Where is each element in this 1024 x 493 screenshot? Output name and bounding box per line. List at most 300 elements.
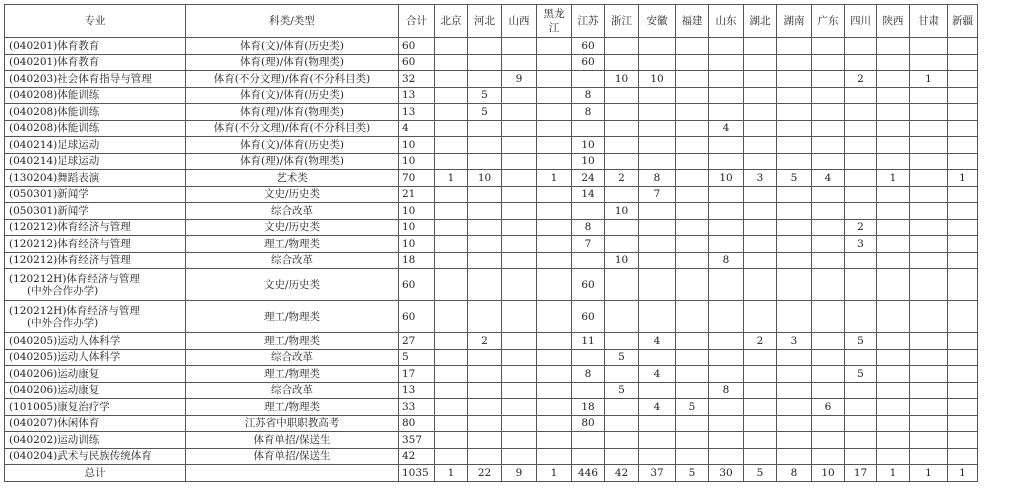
total-cell: 10 (399, 219, 435, 236)
province-count-cell (468, 54, 502, 71)
table-row (5, 269, 978, 301)
header-province: 北京 (435, 5, 468, 38)
province-count-cell (502, 349, 537, 366)
province-count-cell (537, 333, 572, 350)
total-cell: 60 (399, 269, 435, 301)
province-count-cell (605, 448, 639, 465)
province-count-cell (777, 153, 812, 170)
province-count-cell (435, 38, 468, 55)
table-row (5, 137, 978, 154)
province-count-cell (435, 366, 468, 383)
header-province: 湖北 (744, 5, 777, 38)
province-count-cell (948, 186, 978, 203)
province-total-cell: 1 (877, 465, 910, 482)
province-count-cell (948, 349, 978, 366)
province-count-cell (744, 432, 777, 449)
province-total-cell: 10 (812, 465, 845, 482)
category-cell: 理工/物理类 (186, 399, 399, 416)
province-count-cell (845, 137, 877, 154)
province-count-cell (468, 252, 502, 269)
province-count-cell (812, 236, 845, 253)
table-row (5, 448, 978, 465)
province-count-cell (676, 71, 709, 88)
header-province: 山东 (709, 5, 744, 38)
province-count-cell (605, 236, 639, 253)
province-count-cell (537, 71, 572, 88)
province-count-cell (537, 432, 572, 449)
province-count-cell (605, 366, 639, 383)
province-count-cell (877, 38, 910, 55)
province-count-cell (676, 153, 709, 170)
province-count-cell (948, 301, 978, 333)
province-count-cell (537, 301, 572, 333)
province-count-cell (812, 186, 845, 203)
province-count-cell (877, 54, 910, 71)
province-count-cell: 8 (709, 382, 744, 399)
province-count-cell (777, 399, 812, 416)
major-cell: (040203)社会体育指导与管理 (5, 71, 186, 88)
category-cell: 体育单招/保送生 (186, 432, 399, 449)
province-count-cell (877, 120, 910, 137)
province-count-cell (676, 448, 709, 465)
province-count-cell (435, 54, 468, 71)
header-province: 江苏 (572, 5, 605, 38)
category-cell: 江苏省中职职教高考 (186, 415, 399, 432)
province-count-cell (948, 71, 978, 88)
province-count-cell (435, 153, 468, 170)
table-row (5, 382, 978, 399)
province-count-cell (468, 236, 502, 253)
province-count-cell: 8 (639, 170, 676, 187)
province-count-cell (572, 448, 605, 465)
province-count-cell (435, 301, 468, 333)
province-count-cell (468, 382, 502, 399)
province-count-cell (948, 203, 978, 220)
table-body (5, 38, 978, 482)
total-cell: 60 (399, 38, 435, 55)
total-cell: 13 (399, 382, 435, 399)
province-count-cell (910, 153, 948, 170)
province-count-cell (676, 349, 709, 366)
province-count-cell (468, 349, 502, 366)
province-count-cell: 2 (605, 170, 639, 187)
province-count-cell (910, 120, 948, 137)
province-count-cell (435, 236, 468, 253)
province-count-cell (948, 104, 978, 121)
table-row (5, 366, 978, 383)
enrollment-plan-table (4, 4, 978, 482)
province-total-cell: 5 (744, 465, 777, 482)
province-count-cell (948, 448, 978, 465)
province-count-cell (639, 269, 676, 301)
category-cell: 综合改革 (186, 382, 399, 399)
province-count-cell (709, 349, 744, 366)
province-count-cell (910, 301, 948, 333)
province-count-cell (709, 399, 744, 416)
province-count-cell (709, 219, 744, 236)
province-count-cell (744, 349, 777, 366)
province-count-cell (812, 252, 845, 269)
province-count-cell (605, 120, 639, 137)
province-count-cell (537, 104, 572, 121)
category-cell: 综合改革 (186, 203, 399, 220)
province-count-cell: 5 (468, 87, 502, 104)
province-count-cell: 18 (572, 399, 605, 416)
grand-total-row (5, 465, 978, 482)
province-count-cell (910, 104, 948, 121)
province-count-cell (777, 269, 812, 301)
category-cell: 体育(文)/体育(历史类) (186, 137, 399, 154)
province-count-cell (744, 219, 777, 236)
province-count-cell (502, 54, 537, 71)
province-count-cell (639, 219, 676, 236)
total-cell: 10 (399, 203, 435, 220)
total-cell: 13 (399, 87, 435, 104)
province-count-cell (676, 38, 709, 55)
province-count-cell (910, 269, 948, 301)
province-count-cell (845, 170, 877, 187)
province-count-cell (676, 186, 709, 203)
total-cell: 33 (399, 399, 435, 416)
major-cell: (040208)体能训练 (5, 104, 186, 121)
province-count-cell (709, 366, 744, 383)
province-count-cell (676, 203, 709, 220)
table-row (5, 170, 978, 187)
province-count-cell (676, 170, 709, 187)
province-count-cell (676, 236, 709, 253)
province-count-cell (537, 54, 572, 71)
province-count-cell (910, 432, 948, 449)
category-cell: 艺术类 (186, 170, 399, 187)
province-count-cell (605, 399, 639, 416)
header-total: 合计 (399, 5, 435, 38)
province-count-cell (435, 252, 468, 269)
province-count-cell (812, 219, 845, 236)
province-count-cell (744, 366, 777, 383)
category-cell: 体育(理)/体育(物理类) (186, 153, 399, 170)
province-count-cell (605, 38, 639, 55)
table-row (5, 38, 978, 55)
province-count-cell (537, 38, 572, 55)
province-count-cell (709, 153, 744, 170)
province-count-cell (812, 301, 845, 333)
province-count-cell (502, 170, 537, 187)
province-count-cell (435, 415, 468, 432)
province-count-cell: 1 (435, 170, 468, 187)
province-count-cell: 3 (744, 170, 777, 187)
total-cell: 42 (399, 448, 435, 465)
province-count-cell (468, 203, 502, 220)
province-count-cell (676, 252, 709, 269)
province-count-cell: 5 (845, 366, 877, 383)
province-count-cell (948, 54, 978, 71)
major-cell: (040208)体能训练 (5, 87, 186, 104)
province-count-cell (502, 333, 537, 350)
province-count-cell (948, 219, 978, 236)
major-cell: (050301)新闻学 (5, 203, 186, 220)
province-count-cell (639, 104, 676, 121)
province-total-cell: 22 (468, 465, 502, 482)
province-count-cell (845, 432, 877, 449)
table-row (5, 87, 978, 104)
province-count-cell (877, 349, 910, 366)
province-count-cell: 7 (572, 236, 605, 253)
table-row (5, 301, 978, 333)
province-count-cell (537, 415, 572, 432)
province-count-cell: 4 (639, 399, 676, 416)
province-count-cell (910, 38, 948, 55)
major-name: (120212H)体育经济与管理 (9, 272, 140, 285)
province-count-cell (468, 186, 502, 203)
table-row (5, 415, 978, 432)
province-count-cell (435, 104, 468, 121)
province-count-cell (537, 219, 572, 236)
province-count-cell (435, 432, 468, 449)
major-cell: (040205)运动人体科学 (5, 349, 186, 366)
province-count-cell (537, 186, 572, 203)
province-count-cell (877, 203, 910, 220)
province-count-cell (877, 104, 910, 121)
province-count-cell (877, 382, 910, 399)
province-count-cell (910, 382, 948, 399)
province-count-cell: 5 (845, 333, 877, 350)
province-count-cell (502, 137, 537, 154)
province-count-cell (502, 203, 537, 220)
province-count-cell (744, 236, 777, 253)
province-count-cell (744, 54, 777, 71)
total-cell: 4 (399, 120, 435, 137)
province-count-cell (468, 448, 502, 465)
major-note: (中外合作办学) (27, 284, 99, 297)
province-count-cell (676, 333, 709, 350)
province-count-cell (812, 203, 845, 220)
province-count-cell: 10 (572, 137, 605, 154)
province-count-cell (777, 432, 812, 449)
province-count-cell (435, 87, 468, 104)
province-count-cell (845, 153, 877, 170)
province-count-cell (812, 415, 845, 432)
province-count-cell (468, 366, 502, 383)
province-count-cell (502, 415, 537, 432)
province-count-cell (777, 219, 812, 236)
province-count-cell (910, 137, 948, 154)
major-note: (中外合作办学) (27, 316, 99, 329)
enrollment-table-wrapper (4, 4, 978, 482)
province-count-cell (948, 382, 978, 399)
province-count-cell (777, 186, 812, 203)
province-count-cell (877, 366, 910, 383)
province-count-cell (744, 71, 777, 88)
province-count-cell (910, 399, 948, 416)
province-count-cell (639, 137, 676, 154)
table-row (5, 333, 978, 350)
province-count-cell (468, 120, 502, 137)
total-cell: 17 (399, 366, 435, 383)
category-cell: 文史/历史类 (186, 186, 399, 203)
province-count-cell (502, 382, 537, 399)
province-total-cell: 5 (676, 465, 709, 482)
province-count-cell (572, 432, 605, 449)
province-total-cell: 9 (502, 465, 537, 482)
major-cell: (050301)新闻学 (5, 186, 186, 203)
header-province: 山西 (502, 5, 537, 38)
province-count-cell (537, 87, 572, 104)
province-count-cell (676, 104, 709, 121)
province-count-cell (639, 432, 676, 449)
province-count-cell: 5 (468, 104, 502, 121)
province-count-cell (435, 382, 468, 399)
province-total-cell: 1 (537, 465, 572, 482)
province-count-cell: 1 (877, 170, 910, 187)
province-count-cell: 24 (572, 170, 605, 187)
province-count-cell (877, 153, 910, 170)
province-count-cell (709, 71, 744, 88)
province-count-cell (502, 120, 537, 137)
category-cell: 体育(理)/体育(物理类) (186, 54, 399, 71)
province-count-cell (709, 137, 744, 154)
province-count-cell (605, 137, 639, 154)
header-province: 福建 (676, 5, 709, 38)
province-count-cell (502, 366, 537, 383)
province-count-cell (948, 87, 978, 104)
province-count-cell (676, 382, 709, 399)
province-count-cell (812, 448, 845, 465)
province-count-cell (777, 38, 812, 55)
province-count-cell (812, 137, 845, 154)
province-count-cell: 60 (572, 301, 605, 333)
province-count-cell (744, 186, 777, 203)
table-row (5, 399, 978, 416)
province-count-cell: 10 (605, 71, 639, 88)
province-count-cell (468, 415, 502, 432)
table-header-row (5, 5, 978, 38)
total-cell: 357 (399, 432, 435, 449)
province-count-cell (709, 87, 744, 104)
province-count-cell (744, 301, 777, 333)
province-count-cell (537, 382, 572, 399)
province-count-cell (948, 432, 978, 449)
province-count-cell (877, 301, 910, 333)
province-count-cell (676, 87, 709, 104)
province-count-cell (435, 71, 468, 88)
major-cell: (040206)运动康复 (5, 366, 186, 383)
province-count-cell (910, 186, 948, 203)
header-province: 新疆 (948, 5, 978, 38)
province-count-cell (744, 399, 777, 416)
province-count-cell (709, 448, 744, 465)
province-count-cell (777, 252, 812, 269)
province-count-cell (877, 71, 910, 88)
province-count-cell (572, 203, 605, 220)
total-cell: 10 (399, 137, 435, 154)
province-count-cell (744, 269, 777, 301)
province-count-cell (605, 333, 639, 350)
province-count-cell: 5 (605, 349, 639, 366)
province-count-cell (777, 366, 812, 383)
province-count-cell (744, 120, 777, 137)
province-count-cell (777, 120, 812, 137)
province-count-cell (537, 137, 572, 154)
province-count-cell (537, 448, 572, 465)
province-count-cell: 8 (572, 104, 605, 121)
province-count-cell (877, 219, 910, 236)
province-count-cell (744, 203, 777, 220)
province-count-cell (910, 170, 948, 187)
province-count-cell (744, 87, 777, 104)
province-count-cell (845, 448, 877, 465)
province-count-cell (948, 38, 978, 55)
province-count-cell (948, 333, 978, 350)
province-count-cell (435, 399, 468, 416)
province-count-cell (639, 54, 676, 71)
major-cell: (040202)运动训练 (5, 432, 186, 449)
category-cell: 理工/物理类 (186, 333, 399, 350)
major-cell: (040206)运动康复 (5, 382, 186, 399)
category-cell: 综合改革 (186, 252, 399, 269)
province-count-cell (435, 333, 468, 350)
province-count-cell (537, 366, 572, 383)
province-count-cell (676, 54, 709, 71)
total-cell: 13 (399, 104, 435, 121)
province-count-cell (468, 153, 502, 170)
province-count-cell (812, 432, 845, 449)
province-count-cell (812, 349, 845, 366)
header-province: 湖南 (777, 5, 812, 38)
header-province: 安徽 (639, 5, 676, 38)
province-count-cell (502, 186, 537, 203)
province-count-cell (502, 153, 537, 170)
province-count-cell (744, 104, 777, 121)
major-cell: (040205)运动人体科学 (5, 333, 186, 350)
total-cell: 10 (399, 236, 435, 253)
province-count-cell (948, 366, 978, 383)
province-count-cell (468, 137, 502, 154)
province-count-cell (744, 415, 777, 432)
total-cell: 5 (399, 349, 435, 366)
province-count-cell (537, 203, 572, 220)
province-count-cell (435, 219, 468, 236)
category-cell: 体育(文)/体育(历史类) (186, 38, 399, 55)
province-count-cell: 2 (845, 71, 877, 88)
header-category: 科类/类型 (186, 5, 399, 38)
province-count-cell (845, 38, 877, 55)
province-count-cell (845, 349, 877, 366)
province-count-cell: 14 (572, 186, 605, 203)
header-province: 陕西 (877, 5, 910, 38)
province-count-cell: 10 (639, 71, 676, 88)
province-count-cell (910, 252, 948, 269)
province-count-cell (845, 269, 877, 301)
province-count-cell (845, 87, 877, 104)
province-count-cell: 4 (812, 170, 845, 187)
province-count-cell (435, 120, 468, 137)
province-count-cell (709, 333, 744, 350)
major-cell: (101005)康复治疗学 (5, 399, 186, 416)
province-count-cell: 10 (572, 153, 605, 170)
province-count-cell: 2 (845, 219, 877, 236)
province-count-cell (910, 54, 948, 71)
province-count-cell (502, 448, 537, 465)
province-total-cell: 42 (605, 465, 639, 482)
province-count-cell (877, 252, 910, 269)
province-total-cell: 37 (639, 465, 676, 482)
province-count-cell (777, 71, 812, 88)
province-count-cell: 5 (676, 399, 709, 416)
category-cell (186, 465, 399, 482)
major-cell: (040201)体育教育 (5, 54, 186, 71)
province-total-cell: 30 (709, 465, 744, 482)
major-cell: (040204)武术与民族传统体育 (5, 448, 186, 465)
